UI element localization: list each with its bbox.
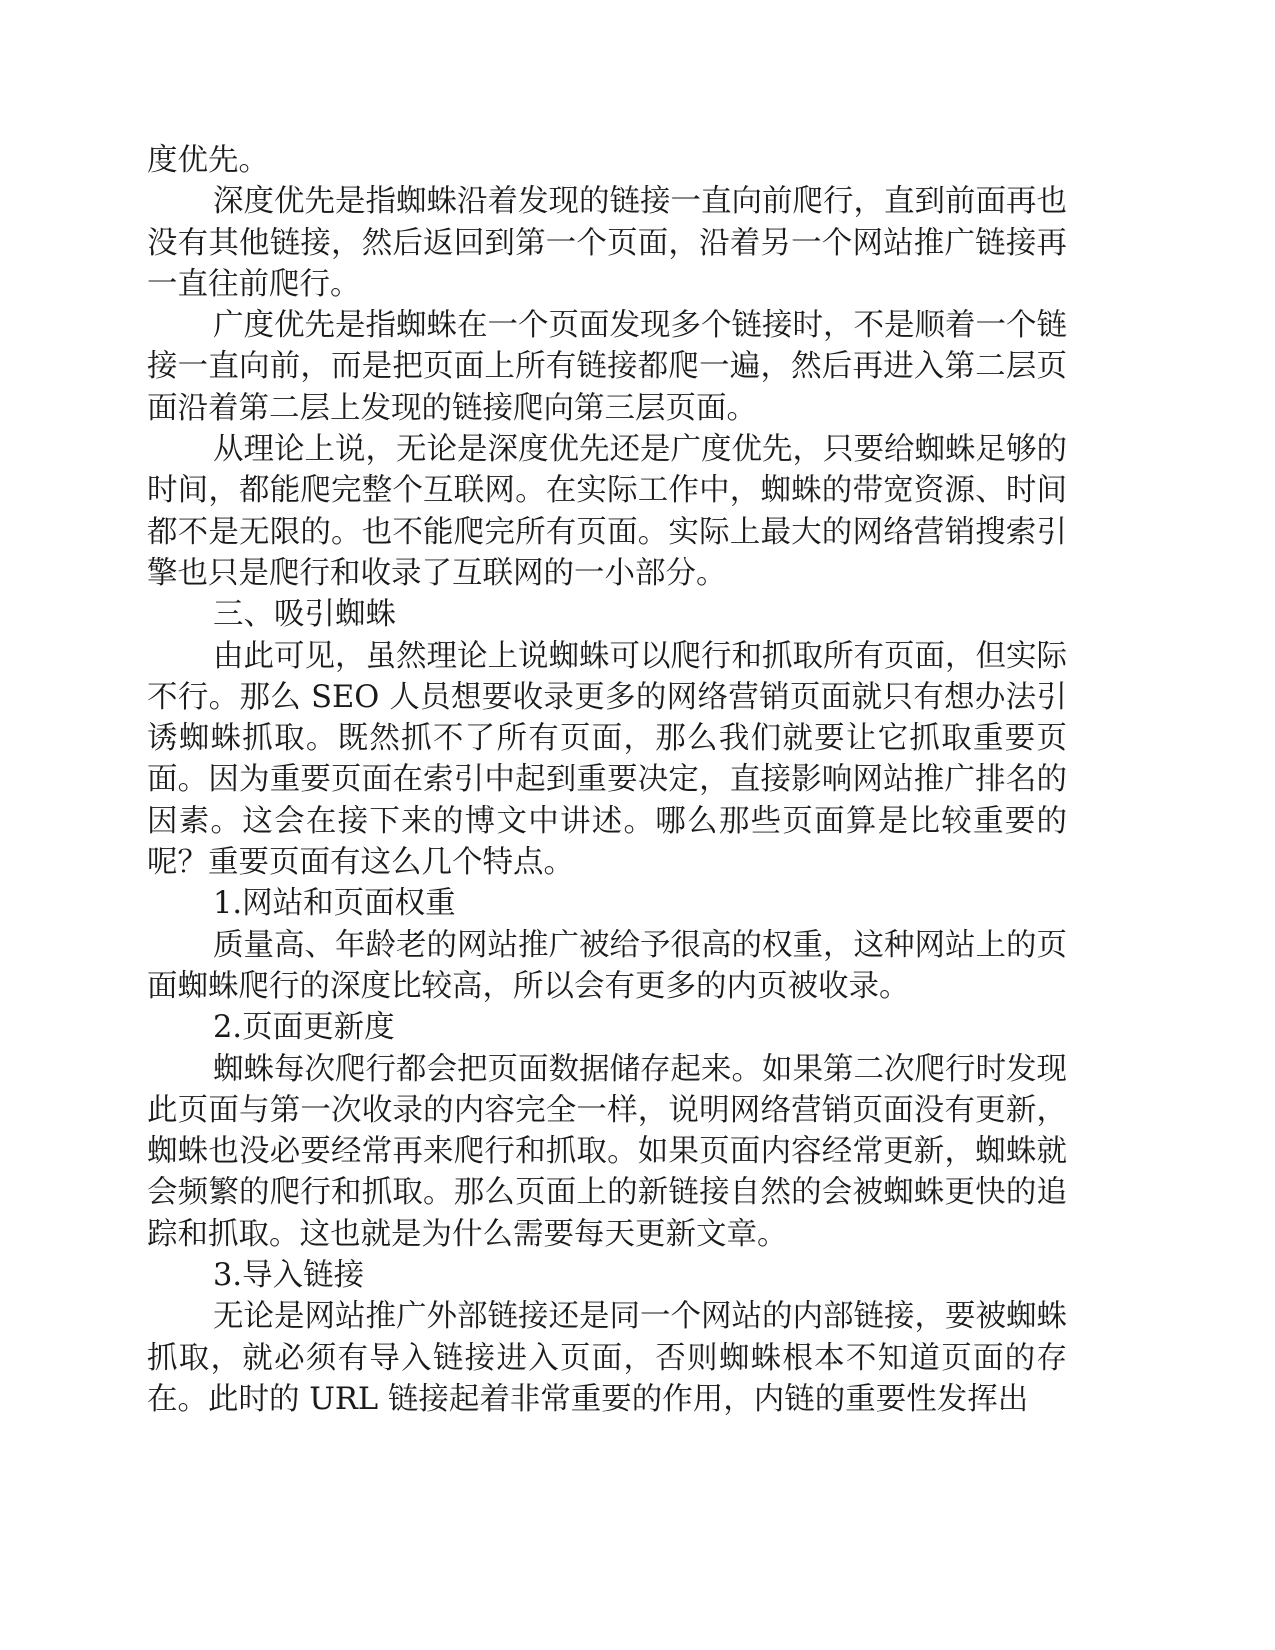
paragraph-depth-first: 深度优先是指蜘蛛沿着发现的链接一直向前爬行，直到前面再也没有其他链接，然后返回到第一个页面，沿着另一个网站推广链接再一直往前爬行。	[147, 184, 1067, 302]
paragraph-site-weight: 质量高、年龄老的网站推广被给予很高的权重，这种网站上的页面蜘蛛爬行的深度比较高，所以会有更多的内页被收录。	[147, 927, 1067, 1004]
paragraph-update-frequency: 蜘蛛每次爬行都会把页面数据储存起来。如果第二次爬行时发现此页面与第一次收录的内容完全一样，说明网络营销页面没有更新，蜘蛛也没必要经常再来爬行和抓取。如果页面内容经常更新，蜘蛛就会频繁的爬行和抓取。那么页面上的新链接自然的会被蜘蛛更快的追踪和抓取。这也就是为什么需要每天更新文章。	[147, 1051, 1067, 1252]
subheading-inbound-links: 3.导入链接	[213, 1258, 365, 1294]
paragraph-breadth-first: 广度优先是指蜘蛛在一个页面发现多个链接时，不是顺着一个链接一直向前，而是把页面上所有链接都爬一遍，然后再进入第二层页面沿着第二层上发现的链接爬向第三层页面。	[147, 308, 1067, 426]
paragraph-continuation: 度优先。	[147, 143, 269, 178]
section-heading-attract-spiders: 三、吸引蜘蛛	[213, 597, 396, 633]
subheading-update-frequency: 2.页面更新度	[213, 1010, 395, 1046]
document-page	[147, 140, 1067, 1420]
paragraph-important-pages: 由此可见，虽然理论上说蜘蛛可以爬行和抓取所有页面，但实际不行。那么 SEO 人员想要收录更多的网络营销页面就只有想办法引诱蜘蛛抓取。既然抓不了所有页面，那么我们就要让它抓取重要页面。因为重要页面在索引中起到重要决定，直接影响网站推广排名的因素。这会在接下来的博文中讲述。哪么那些页面算是比较重要的呢？重要页面有这么几个特点。	[147, 638, 1067, 881]
subheading-site-weight: 1.网站和页面权重	[213, 886, 456, 922]
paragraph-inbound-links: 无论是网站推广外部链接还是同一个网站的内部链接，要被蜘蛛抓取，就必须有导入链接进入页面，否则蜘蛛根本不知道页面的存在。此时的 URL 链接起着非常重要的作用，内链的重要性发挥出	[147, 1299, 1067, 1417]
paragraph-theory: 从理论上说，无论是深度优先还是广度优先，只要给蜘蛛足够的时间，都能爬完整个互联网。在实际工作中，蜘蛛的带宽资源、时间都不是无限的。也不能爬完所有页面。实际上最大的网络营销搜索引擎也只是爬行和收录了互联网的一小部分。	[147, 432, 1067, 591]
